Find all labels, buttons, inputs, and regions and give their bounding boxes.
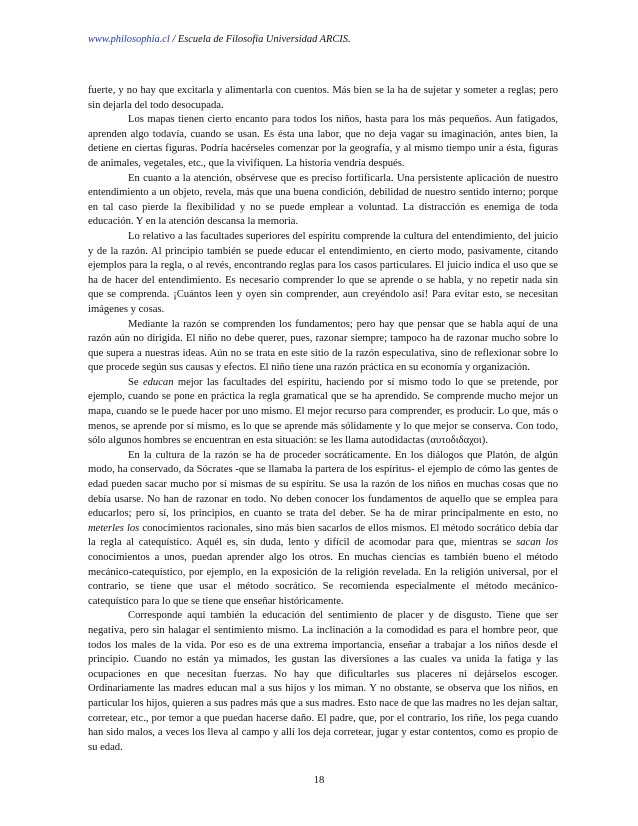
- paragraph-4: Lo relativo a las facultades superiores del espíritu comprende la cultura del entendimiento, del juicio y de la razón. Al principio también se puede educar el entendimiento, en cierto modo, pasivamente, citando ejemplos para la regla, o al revés, encontrando reglas para los casos particulares. El juicio indica el uso que se ha de hacer del entendimiento. Es necesario comprender lo que se aprende o se habla, y no repetir nada sin que se comprenda. ¡Cuántos leen y oyen sin comprender, aun creyéndolo así! Para evitar esto, se necesitan imágenes y cosas.: [88, 230, 558, 315]
- paragraph-1: fuerte, y no hay que excitarla y alimentarla con cuentos. Más bien se la ha de sujetar y someter a reglas; pero sin dejarla del todo desocupada.: [88, 85, 558, 111]
- page-header: [88, 34, 351, 45]
- paragraph-5: Mediante la razón se comprenden los fundamentos; pero hay que pensar que se habla aquí de una razón aún no dirigida. El niño no debe querer, pues, razonar siempre; tampoco ha de razonar mucho sobre lo que supera a nuestras ideas. Aún no se trata en este sitio de la razón especulativa, sino de reflexionar sobre lo que procede según sus causas y efectos. El niño tiene una razón práctica en su economía y organización.: [88, 318, 558, 374]
- header-institution: / Escuela de Filosofía Universidad ARCIS.: [169, 34, 351, 45]
- website-link[interactable]: www.philosophia.cl: [88, 34, 170, 45]
- page-number: 18: [313, 775, 325, 786]
- emphasis-meterles-los: meterles los: [88, 522, 140, 534]
- emphasis-educan: educan: [142, 376, 174, 388]
- paragraph-8: Corresponde aquí también la educación del sentimiento de placer y de disgusto. Tiene que ser negativa, pero sin halagar el sentimiento mismo. La inclinación a la comodidad es para el hombre peor, que todos los males de la vida. Por eso es de una extrema importancia, enseñar a trabajar a los niños desde el principio. Cuando no están ya mimados, les gustan las diversiones a las cuales va unida la fatiga y las ocupaciones en que necesitan fuerzas. No hay que dificultarles sus placeres ni dejárselos escoger. Ordinariamente las madres educan mal a sus hijos y los miman. Y no obstante, se observa que los niños, en particular los hijos, quieren a sus padres más que a sus madres. Esto nace de que las madres no les dejan saltar, corretear, etc., por temor a que puedan hacerse daño. El padre, que, por el contrario, los riñe, los pega cuando han sido malos, a veces los lleva al campo y allí los deja corretear, jugar y estar contentos, como es propio de su edad.: [88, 610, 558, 753]
- paragraph-6: Se educan mejor las facultades del espíritu, haciendo por sí mismo todo lo que se pretende, por ejemplo, cuando se pone en práctica la regla gramatical que se ha aprendido. Se comprende mucho mejor un mapa, cuando se le puede hacer por uno mismo. El mejor recurso para comprender, es producir. Lo que, más o menos, se aprende por sí mismo, es lo que se aprende más sólidamente y lo que mejor se conserva. Con todo, sólo algunos hombres se encuentran en esta situación: se les llama autodidactas (αυτοδιδαχοι).: [88, 376, 558, 447]
- body-text: [88, 84, 558, 755]
- emphasis-sacan-los: sacan los: [516, 537, 558, 549]
- paragraph-7: En la cultura de la razón se ha de proceder socráticamente. En los diálogos que Platón, de algún modo, ha conservado, da Sócrates -que se llamaba la partera de los espíritus- el ejemplo de cómo las gentes de edad pueden sacar mucho por sí mismas de su espíritu. Se usa la razón de los niños en muchas cosas que no debía usarse. No han de razonar en todo. No deben conocer los fundamentos de aquello que se emplea para educarlos; pero sí, los principios, en cuanto se trata del deber. Se ha de mirar principalmente en esto, no meterles los conocimientos racionales, sino más bien sacarlos de ellos mismos. El método socrático debía dar la regla al catequístico. Aquél es, sin duda, lento y difícil de acomodar para que, mientras se sacan los conocimientos a unos, puedan aprender algo los otros. En muchas ciencias es también bueno el método mecánico-catequístico, por ejemplo, en la exposición de la religión revelada. En la religión universal, por el contrario, se tiene que usar el método socrático. Se recomienda especialmente el método mecánico-catequístico para lo que se tiene que enseñar históricamente.: [88, 449, 558, 607]
- paragraph-2: Los mapas tienen cierto encanto para todos los niños, hasta para los más pequeños. Aun fatigados, aprenden algo todavía, cuando se usan. Es ésta una labor, que no deja vagar su imaginación, antes bien, la detiene en ciertas figuras. Podría hacérseles comenzar por la geografía, y al mismo tiempo unir a ésta, figuras de animales, vegetales, etc., que la vivifiquen. La historia vendría después.: [88, 114, 558, 169]
- paragraph-3: En cuanto a la atención, obsérvese que es preciso fortificarla. Una persistente aplicación de nuestro entendimiento a un objeto, revela, más que una buena condición, debilidad de nuestro sentido interno; porque en tal caso pierde la flexibilidad y no se puede emplear a voluntad. La distracción es enemiga de toda educación. Y en la atención descansa la memoria.: [88, 172, 558, 228]
